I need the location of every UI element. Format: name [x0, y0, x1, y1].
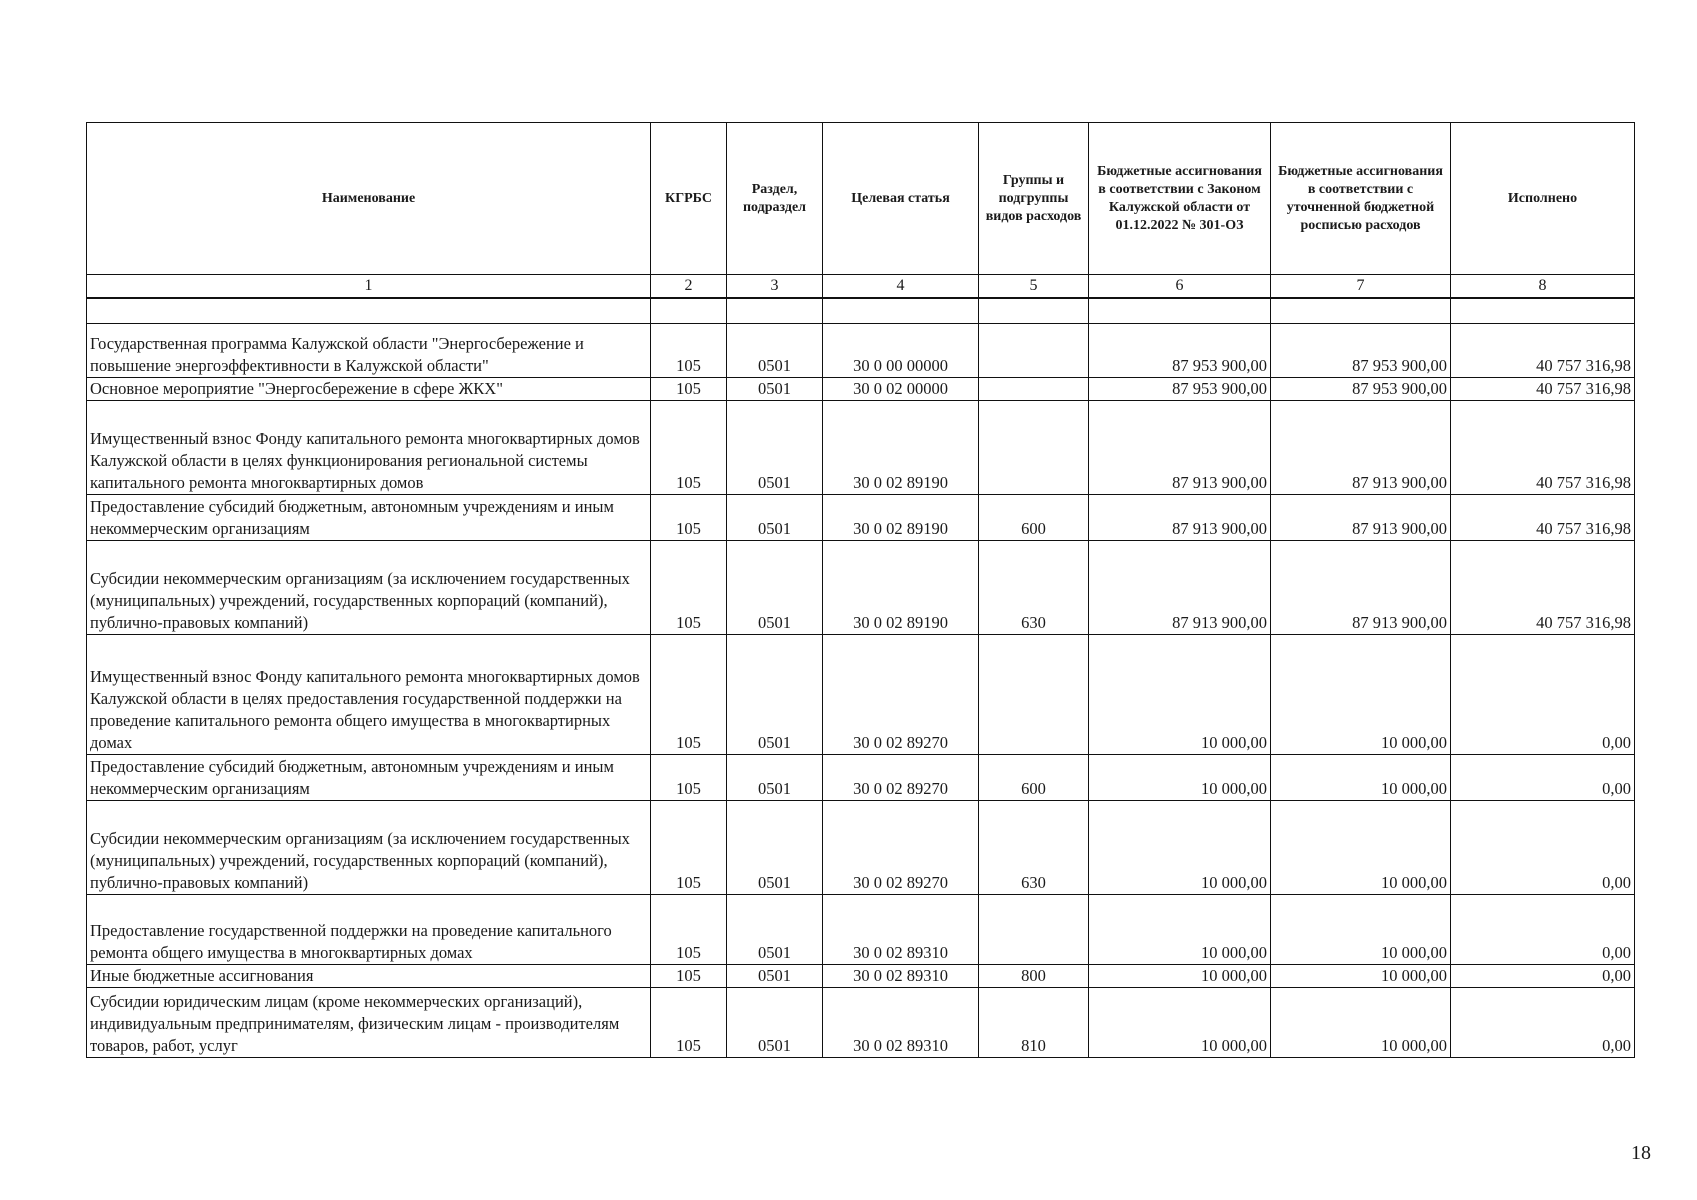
row-refined-amount: 10 000,00	[1271, 754, 1451, 800]
row-name: Имущественный взнос Фонду капитального ремонта многоквартирных домов Калужской области в целях функционирования региональной системы капитального ремонта многоквартирных домов	[87, 400, 651, 494]
row-refined-amount: 10 000,00	[1271, 800, 1451, 894]
row-target: 30 0 02 89190	[823, 540, 979, 634]
row-name: Предоставление государственной поддержки на проведение капитального ремонта общего имущества в многоквартирных домах	[87, 894, 651, 964]
row-refined-amount: 10 000,00	[1271, 634, 1451, 754]
row-law-amount: 10 000,00	[1089, 987, 1271, 1057]
row-law-amount: 10 000,00	[1089, 800, 1271, 894]
row-target: 30 0 02 89190	[823, 400, 979, 494]
row-section: 0501	[727, 323, 823, 377]
column-header-kgrbs: КГРБС	[651, 123, 727, 275]
row-group	[979, 634, 1089, 754]
column-number: 7	[1271, 275, 1451, 298]
row-executed-amount: 0,00	[1451, 754, 1635, 800]
row-law-amount: 10 000,00	[1089, 634, 1271, 754]
row-group: 600	[979, 754, 1089, 800]
row-refined-amount: 87 953 900,00	[1271, 377, 1451, 400]
row-refined-amount: 10 000,00	[1271, 894, 1451, 964]
spacer-cell	[823, 298, 979, 324]
row-refined-amount: 87 913 900,00	[1271, 540, 1451, 634]
row-section: 0501	[727, 377, 823, 400]
row-group: 630	[979, 800, 1089, 894]
row-group	[979, 377, 1089, 400]
row-kgrbs: 105	[651, 964, 727, 987]
spacer-row	[87, 298, 1635, 324]
row-name: Субсидии некоммерческим организациям (за исключением государственных (муниципальных) учреждений, государственных корпораций (компаний), публично-правовых компаний)	[87, 800, 651, 894]
spacer-cell	[979, 298, 1089, 324]
table-row	[87, 494, 1635, 540]
spacer-cell	[1089, 298, 1271, 324]
row-kgrbs: 105	[651, 377, 727, 400]
row-section: 0501	[727, 987, 823, 1057]
row-refined-amount: 87 953 900,00	[1271, 323, 1451, 377]
column-header-section: Раздел, подраздел	[727, 123, 823, 275]
row-executed-amount: 0,00	[1451, 964, 1635, 987]
row-law-amount: 10 000,00	[1089, 894, 1271, 964]
row-executed-amount: 0,00	[1451, 987, 1635, 1057]
row-refined-amount: 87 913 900,00	[1271, 400, 1451, 494]
row-name: Иные бюджетные ассигнования	[87, 964, 651, 987]
row-kgrbs: 105	[651, 800, 727, 894]
row-kgrbs: 105	[651, 987, 727, 1057]
table-row	[87, 754, 1635, 800]
row-executed-amount: 0,00	[1451, 634, 1635, 754]
row-kgrbs: 105	[651, 894, 727, 964]
row-target: 30 0 02 89190	[823, 494, 979, 540]
column-number: 6	[1089, 275, 1271, 298]
row-section: 0501	[727, 494, 823, 540]
row-law-amount: 87 913 900,00	[1089, 400, 1271, 494]
spacer-cell	[727, 298, 823, 324]
row-section: 0501	[727, 894, 823, 964]
row-law-amount: 87 913 900,00	[1089, 540, 1271, 634]
row-executed-amount: 0,00	[1451, 800, 1635, 894]
row-refined-amount: 10 000,00	[1271, 964, 1451, 987]
row-executed-amount: 40 757 316,98	[1451, 400, 1635, 494]
spacer-cell	[1451, 298, 1635, 324]
row-target: 30 0 02 89270	[823, 634, 979, 754]
row-executed-amount: 40 757 316,98	[1451, 377, 1635, 400]
column-number: 4	[823, 275, 979, 298]
row-executed-amount: 40 757 316,98	[1451, 323, 1635, 377]
column-number: 5	[979, 275, 1089, 298]
budget-table	[86, 122, 1635, 1058]
page-number: 18	[1631, 1142, 1651, 1164]
table-row	[87, 894, 1635, 964]
row-group: 800	[979, 964, 1089, 987]
row-kgrbs: 105	[651, 323, 727, 377]
column-header-executed: Исполнено	[1451, 123, 1635, 275]
row-section: 0501	[727, 540, 823, 634]
table-row	[87, 400, 1635, 494]
row-section: 0501	[727, 400, 823, 494]
row-kgrbs: 105	[651, 400, 727, 494]
row-name: Субсидии юридическим лицам (кроме некоммерческих организаций), индивидуальным предпринимателям, физическим лицам - производителям товаров, работ, услуг	[87, 987, 651, 1057]
row-name: Основное мероприятие "Энергосбережение в сфере ЖКХ"	[87, 377, 651, 400]
row-group: 630	[979, 540, 1089, 634]
row-executed-amount: 40 757 316,98	[1451, 540, 1635, 634]
column-number-row	[87, 275, 1635, 298]
row-target: 30 0 02 89270	[823, 800, 979, 894]
row-group	[979, 400, 1089, 494]
row-group: 810	[979, 987, 1089, 1057]
row-target: 30 0 02 89270	[823, 754, 979, 800]
row-name: Субсидии некоммерческим организациям (за исключением государственных (муниципальных) учреждений, государственных корпораций (компаний), публично-правовых компаний)	[87, 540, 651, 634]
spacer-cell	[651, 298, 727, 324]
row-group: 600	[979, 494, 1089, 540]
row-section: 0501	[727, 800, 823, 894]
row-group	[979, 323, 1089, 377]
column-number: 3	[727, 275, 823, 298]
row-law-amount: 10 000,00	[1089, 964, 1271, 987]
column-header-law-allocation: Бюджетные ассигнования в соответствии с Законом Калужской области от 01.12.2022 № 301-ОЗ	[1089, 123, 1271, 275]
column-number: 1	[87, 275, 651, 298]
row-kgrbs: 105	[651, 754, 727, 800]
column-header-expense-group: Группы и подгруппы видов расходов	[979, 123, 1089, 275]
column-header-refined-allocation: Бюджетные ассигнования в соответствии с уточненной бюджетной росписью расходов	[1271, 123, 1451, 275]
row-section: 0501	[727, 634, 823, 754]
row-name: Государственная программа Калужской области "Энергосбережение и повышение энергоэффективности в Калужской области"	[87, 323, 651, 377]
column-header-name: Наименование	[87, 123, 651, 275]
row-kgrbs: 105	[651, 540, 727, 634]
row-executed-amount: 0,00	[1451, 894, 1635, 964]
table-row	[87, 540, 1635, 634]
column-number: 8	[1451, 275, 1635, 298]
row-kgrbs: 105	[651, 634, 727, 754]
row-target: 30 0 00 00000	[823, 323, 979, 377]
column-number: 2	[651, 275, 727, 298]
table-row	[87, 987, 1635, 1057]
row-executed-amount: 40 757 316,98	[1451, 494, 1635, 540]
row-refined-amount: 10 000,00	[1271, 987, 1451, 1057]
row-law-amount: 87 953 900,00	[1089, 323, 1271, 377]
row-law-amount: 87 953 900,00	[1089, 377, 1271, 400]
row-target: 30 0 02 89310	[823, 964, 979, 987]
table-row	[87, 800, 1635, 894]
row-refined-amount: 87 913 900,00	[1271, 494, 1451, 540]
row-name: Имущественный взнос Фонду капитального ремонта многоквартирных домов Калужской области в целях предоставления государственной поддержки на проведение капитального ремонта общего имущества в многоквартирных домах	[87, 634, 651, 754]
row-section: 0501	[727, 754, 823, 800]
row-name: Предоставление субсидий бюджетным, автономным учреждениям и иным некоммерческим организациям	[87, 754, 651, 800]
table-header-row	[87, 123, 1635, 275]
row-target: 30 0 02 89310	[823, 894, 979, 964]
row-target: 30 0 02 89310	[823, 987, 979, 1057]
table-row	[87, 377, 1635, 400]
row-kgrbs: 105	[651, 494, 727, 540]
column-header-target: Целевая статья	[823, 123, 979, 275]
row-target: 30 0 02 00000	[823, 377, 979, 400]
row-section: 0501	[727, 964, 823, 987]
spacer-cell	[87, 298, 651, 324]
row-law-amount: 10 000,00	[1089, 754, 1271, 800]
spacer-cell	[1271, 298, 1451, 324]
table-row	[87, 323, 1635, 377]
table-row	[87, 964, 1635, 987]
row-law-amount: 87 913 900,00	[1089, 494, 1271, 540]
row-name: Предоставление субсидий бюджетным, автономным учреждениям и иным некоммерческим организациям	[87, 494, 651, 540]
row-group	[979, 894, 1089, 964]
table-row	[87, 634, 1635, 754]
